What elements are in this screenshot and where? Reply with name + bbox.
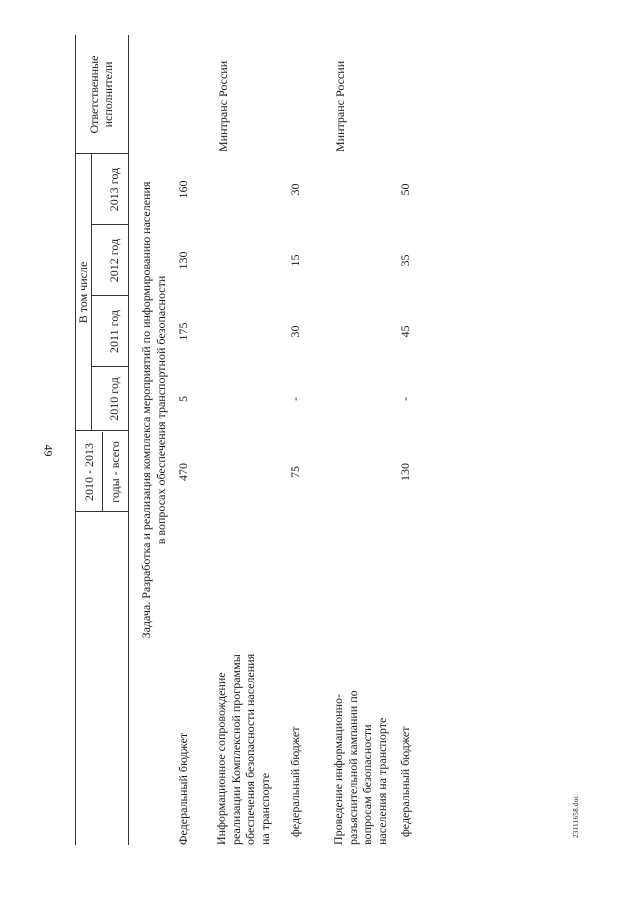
row-label: федеральный бюджет xyxy=(398,726,412,837)
cell-total: 75 xyxy=(288,466,302,478)
row-label: федеральный бюджет xyxy=(288,726,302,837)
cell-2012: 15 xyxy=(288,254,302,267)
executor-cell: Минтранс России xyxy=(333,60,347,152)
page-number: 49 xyxy=(41,444,56,457)
executors-header-line2: исполнители xyxy=(101,61,115,128)
cell-2011: 175 xyxy=(176,322,190,341)
year-2012-header: 2012 год xyxy=(107,238,121,283)
period-total-header: 2010 - 2013 xyxy=(82,443,96,501)
cell-2013: 50 xyxy=(398,183,412,196)
cell-2010: - xyxy=(288,397,302,401)
executors-header-line1: Ответственные xyxy=(87,55,101,134)
header-bottom-rule xyxy=(128,35,129,845)
cell-total: 130 xyxy=(398,463,412,481)
including-under-rule xyxy=(91,154,92,431)
budget-table xyxy=(75,35,555,845)
cell-total: 470 xyxy=(176,463,190,481)
period-total-subheader: годы - всего xyxy=(108,441,122,503)
cell-2011: 45 xyxy=(398,325,412,338)
period-divider-rule xyxy=(102,432,103,512)
including-header: В том числе xyxy=(76,261,90,324)
cell-2012: 130 xyxy=(176,251,190,270)
cell-2010: 5 xyxy=(176,396,190,402)
year-2013-header: 2013 год xyxy=(107,167,121,212)
row-label: Федеральный бюджет xyxy=(176,732,190,845)
task-heading-line1: Задача. Разработка и реализация комплекса мероприятий по информированию населения xyxy=(139,181,153,639)
cell-2013: 30 xyxy=(288,183,302,196)
activity-label: Информационное сопровождение реализации Комплексной программы обеспечения безопасности населения на транспорте xyxy=(214,653,272,845)
cell-2012: 35 xyxy=(398,254,412,267)
cell-2013: 160 xyxy=(176,180,190,199)
document-id: 23111658.doc xyxy=(572,795,580,838)
cell-2010: - xyxy=(398,397,412,401)
executors-header xyxy=(87,35,115,154)
task-heading-line2: в вопросах обеспечения транспортной безопасности xyxy=(154,275,168,545)
year-2011-header: 2011 год xyxy=(107,310,121,353)
cell-2011: 30 xyxy=(288,325,302,338)
executor-cell: Минтранс России xyxy=(216,60,230,152)
activity-label: Проведение информационно-разъяснительной кампании по вопросам безопасности населения на транспорте xyxy=(331,690,389,845)
year-2010-header: 2010 год xyxy=(107,377,121,421)
